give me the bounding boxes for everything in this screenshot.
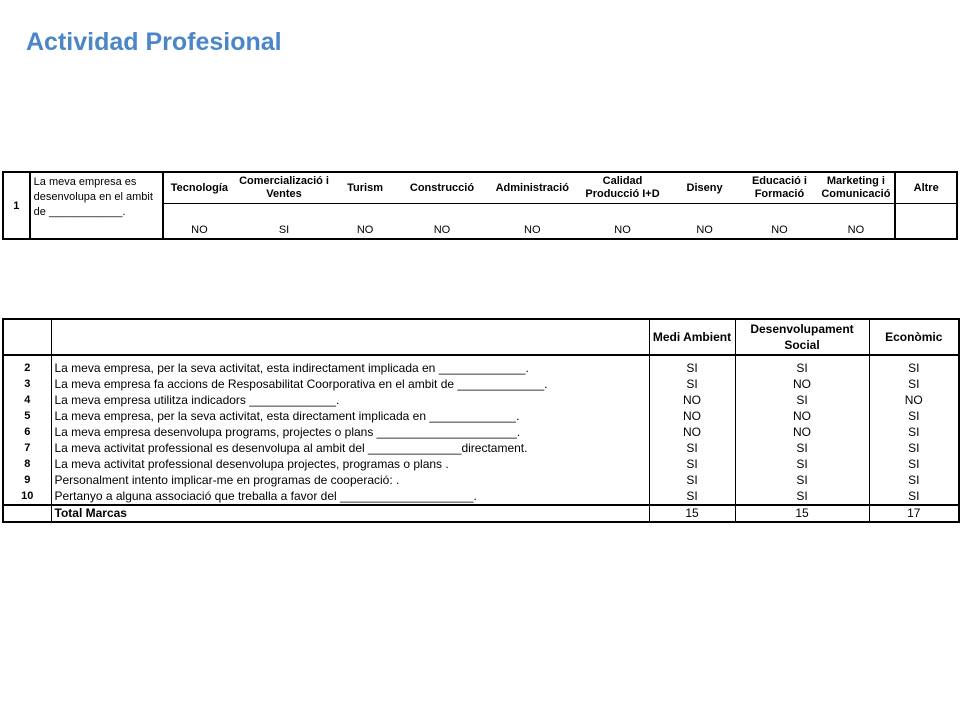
total-economic: 17 (869, 505, 959, 522)
table-row (3, 456, 959, 472)
row-medi-ambient: NO (649, 392, 735, 408)
row-number: 2 (3, 355, 51, 376)
row-statement: Personalment intento implicar-me en programas de cooperació: . (51, 472, 649, 488)
row-desenvolupament-social: NO (735, 408, 869, 424)
value-marketing: NO (817, 204, 895, 240)
row-desenvolupament-social: NO (735, 424, 869, 440)
row-medi-ambient: NO (649, 424, 735, 440)
header-economic: Econòmic (869, 319, 959, 355)
row-economic: SI (869, 355, 959, 376)
header-turism: Turism (333, 172, 397, 204)
value-administracio: NO (487, 204, 577, 240)
row-desenvolupament-social: SI (735, 392, 869, 408)
row-medi-ambient: SI (649, 376, 735, 392)
value-altre (895, 204, 957, 240)
row-number: 5 (3, 408, 51, 424)
row-medi-ambient: SI (649, 355, 735, 376)
row-desenvolupament-social: SI (735, 355, 869, 376)
value-construccio: NO (397, 204, 487, 240)
header-altre: Altre (895, 172, 957, 204)
value-tecnologia: NO (163, 204, 235, 240)
header-tecnologia: Tecnología (163, 172, 235, 204)
row-economic: SI (869, 440, 959, 456)
table-row (3, 408, 959, 424)
total-label: Total Marcas (51, 505, 649, 522)
row-economic: SI (869, 472, 959, 488)
row-number: 9 (3, 472, 51, 488)
header-desenvolupament-social: Desenvolupament Social (735, 319, 869, 355)
sustainability-table (2, 318, 960, 523)
header-construccio: Construcció (397, 172, 487, 204)
row-economic: NO (869, 392, 959, 408)
activity-area-table (2, 171, 958, 240)
table-row (3, 424, 959, 440)
row-desenvolupament-social: SI (735, 472, 869, 488)
row-statement: Pertanyo a alguna associació que treballa a favor del ____________________. (51, 488, 649, 505)
row-statement: La meva empresa utilitza indicadors _____________. (51, 392, 649, 408)
row-desenvolupament-social: SI (735, 488, 869, 505)
value-diseny: NO (668, 204, 742, 240)
row-economic: SI (869, 424, 959, 440)
question-number: 1 (3, 172, 30, 239)
question-text: La meva empresa es desenvolupa en el ambit de ____________. (30, 172, 163, 239)
row-economic: SI (869, 376, 959, 392)
row-medi-ambient: SI (649, 440, 735, 456)
table-row (3, 472, 959, 488)
row-number: 7 (3, 440, 51, 456)
row-statement: La meva empresa desenvolupa programs, projectes o plans _____________________. (51, 424, 649, 440)
row-medi-ambient: SI (649, 456, 735, 472)
header-diseny: Diseny (668, 172, 742, 204)
header-comercializacio: Comercializació i Ventes (235, 172, 333, 204)
row-economic: SI (869, 456, 959, 472)
row-desenvolupament-social: SI (735, 456, 869, 472)
row-medi-ambient: NO (649, 408, 735, 424)
row-number: 3 (3, 376, 51, 392)
value-turism: NO (333, 204, 397, 240)
header-calidad: Calidad Producció I+D (577, 172, 667, 204)
row-number: 10 (3, 488, 51, 505)
header-educacio: Educació i Formació (742, 172, 818, 204)
row-economic: SI (869, 408, 959, 424)
table-row (3, 376, 959, 392)
row-statement: La meva activitat professional desenvolupa projectes, programas o plans . (51, 456, 649, 472)
header-blank-num (3, 319, 51, 355)
page-title: Actividad Profesional (26, 28, 282, 56)
total-desenvolupament-social: 15 (735, 505, 869, 522)
header-blank-text (51, 319, 649, 355)
row-number: 8 (3, 456, 51, 472)
value-comercializacio: SI (235, 204, 333, 240)
table-row (3, 440, 959, 456)
row-medi-ambient: SI (649, 488, 735, 505)
header-administracio: Administració (487, 172, 577, 204)
total-medi-ambient: 15 (649, 505, 735, 522)
total-blank (3, 505, 51, 522)
row-medi-ambient: SI (649, 472, 735, 488)
row-number: 4 (3, 392, 51, 408)
row-desenvolupament-social: NO (735, 376, 869, 392)
row-number: 6 (3, 424, 51, 440)
header-marketing: Marketing i Comunicació (817, 172, 895, 204)
table-row (3, 488, 959, 505)
value-calidad: NO (577, 204, 667, 240)
row-statement: La meva activitat professional es desenvolupa al ambit del ______________directament. (51, 440, 649, 456)
row-statement: La meva empresa, per la seva activitat, esta directament implicada en _____________. (51, 408, 649, 424)
table-row (3, 392, 959, 408)
value-educacio: NO (742, 204, 818, 240)
table-row (3, 355, 959, 376)
row-desenvolupament-social: SI (735, 440, 869, 456)
row-statement: La meva empresa, per la seva activitat, esta indirectament implicada en _____________. (51, 355, 649, 376)
header-medi-ambient: Medi Ambient (649, 319, 735, 355)
row-statement: La meva empresa fa accions de Resposabilitat Coorporativa en el ambit de _____________. (51, 376, 649, 392)
row-economic: SI (869, 488, 959, 505)
